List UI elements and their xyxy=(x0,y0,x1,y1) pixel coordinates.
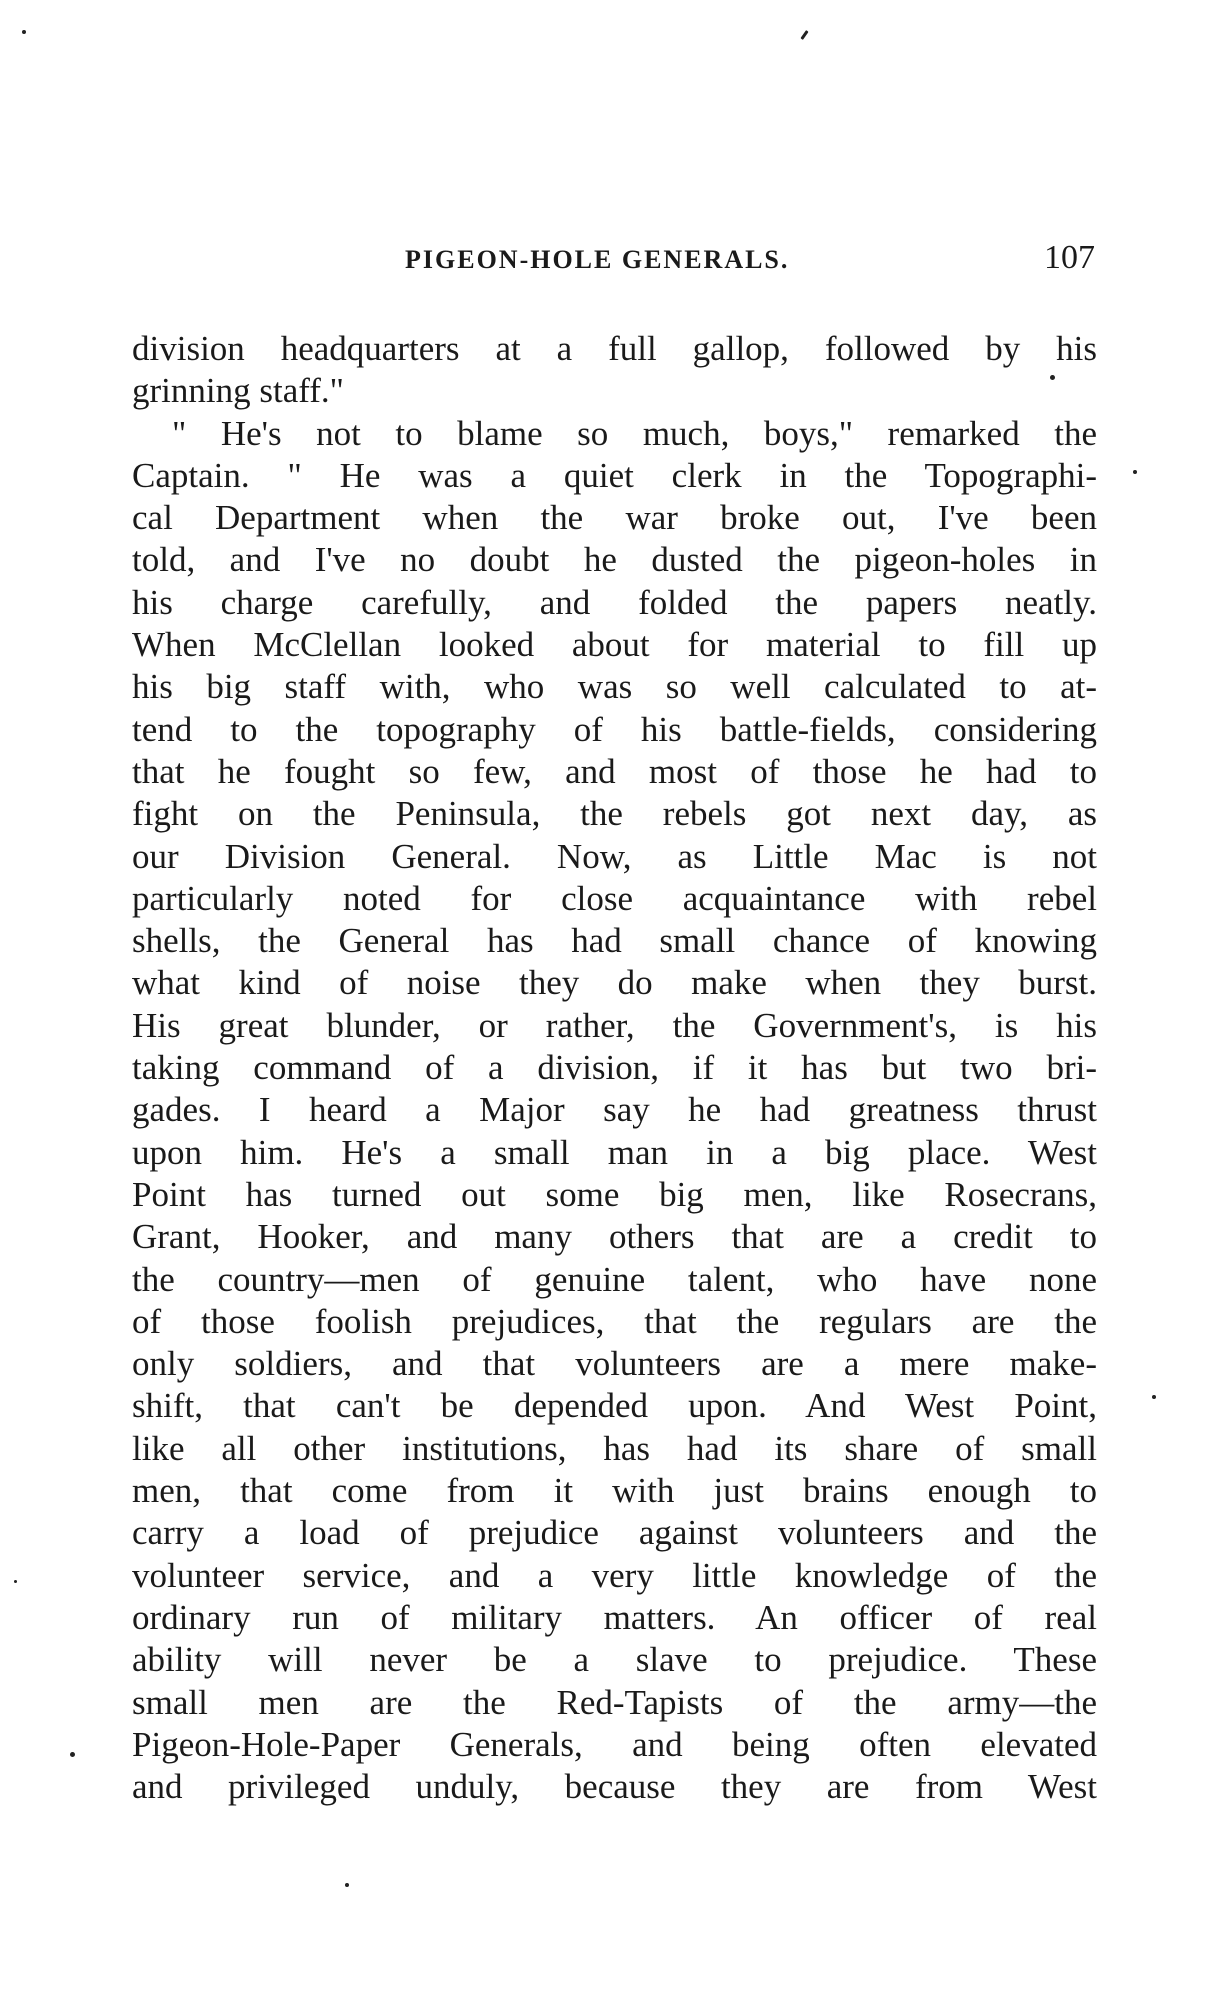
text-line: of those foolish prejudices, that the regulars are the xyxy=(132,1301,1097,1341)
text-line: told, and I've no doubt he dusted the pigeon-holes in xyxy=(132,540,1097,580)
scan-speck xyxy=(1050,375,1055,380)
scan-speck xyxy=(1152,1395,1156,1399)
text-line: Grant, Hooker, and many others that are a credit to xyxy=(132,1217,1097,1257)
scan-speck xyxy=(22,30,26,34)
text-line: his charge carefully, and folded the papers neatly. xyxy=(132,582,1097,622)
text-line: " He's not to blame so much, boys," remarked the xyxy=(172,413,1097,453)
text-line: Point has turned out some big men, like Rosecrans, xyxy=(132,1174,1097,1214)
text-line: ordinary run of military matters. An officer of real xyxy=(132,1597,1097,1637)
text-line: the country—men of genuine talent, who have none xyxy=(132,1259,1097,1299)
text-line: small men are the Red-Tapists of the army—the xyxy=(132,1682,1097,1722)
text-line: his big staff with, who was so well calculated to at- xyxy=(132,667,1097,707)
text-line: His great blunder, or rather, the Government's, is his xyxy=(132,1005,1097,1045)
scan-speck xyxy=(1133,470,1137,474)
text-line: only soldiers, and that volunteers are a mere make- xyxy=(132,1344,1097,1384)
text-line: what kind of noise they do make when they burst. xyxy=(132,963,1097,1003)
text-line: upon him. He's a small man in a big place. West xyxy=(132,1132,1097,1172)
text-line: that he fought so few, and most of those he had to xyxy=(132,751,1097,791)
text-line: carry a load of prejudice against volunteers and the xyxy=(132,1513,1097,1553)
text-line: cal Department when the war broke out, I've been xyxy=(132,498,1097,538)
scan-speck xyxy=(70,1752,75,1757)
running-title: PIGEON-HOLE GENERALS. xyxy=(405,245,790,274)
text-line: fight on the Peninsula, the rebels got next day, as xyxy=(132,794,1097,834)
text-line: and privileged unduly, because they are from West xyxy=(132,1767,1097,1807)
text-line: Captain. " He was a quiet clerk in the Topographi- xyxy=(132,455,1097,495)
text-line: gades. I heard a Major say he had greatness thrust xyxy=(132,1090,1097,1130)
text-line: particularly noted for close acquaintance with rebel xyxy=(132,878,1097,918)
text-line: Pigeon-Hole-Paper Generals, and being often elevated xyxy=(132,1724,1097,1764)
text-line: our Division General. Now, as Little Mac is not xyxy=(132,836,1097,876)
text-line: ability will never be a slave to prejudice. These xyxy=(132,1640,1097,1680)
body-text xyxy=(132,328,1097,1808)
text-line: division headquarters at a full gallop, followed by his xyxy=(132,329,1097,368)
text-line: shift, that can't be depended upon. And West Point, xyxy=(132,1386,1097,1426)
page-number: 107 xyxy=(1044,239,1095,276)
text-line: volunteer service, and a very little knowledge of the xyxy=(132,1555,1097,1595)
scan-speck xyxy=(800,30,808,40)
text-line: shells, the General has had small chance of knowing xyxy=(132,921,1097,961)
text-line: like all other institutions, has had its share of small xyxy=(132,1428,1097,1468)
text-line: grinning staff." xyxy=(132,371,344,411)
text-line: taking command of a division, if it has but two bri- xyxy=(132,1048,1097,1088)
scan-speck xyxy=(14,1580,17,1583)
text-line: When McClellan looked about for material to fill up xyxy=(132,625,1097,665)
running-head xyxy=(130,239,1095,285)
scan-speck xyxy=(345,1883,349,1887)
text-line: tend to the topography of his battle-fields, considering xyxy=(132,709,1097,749)
text-line: men, that come from it with just brains enough to xyxy=(132,1471,1097,1511)
